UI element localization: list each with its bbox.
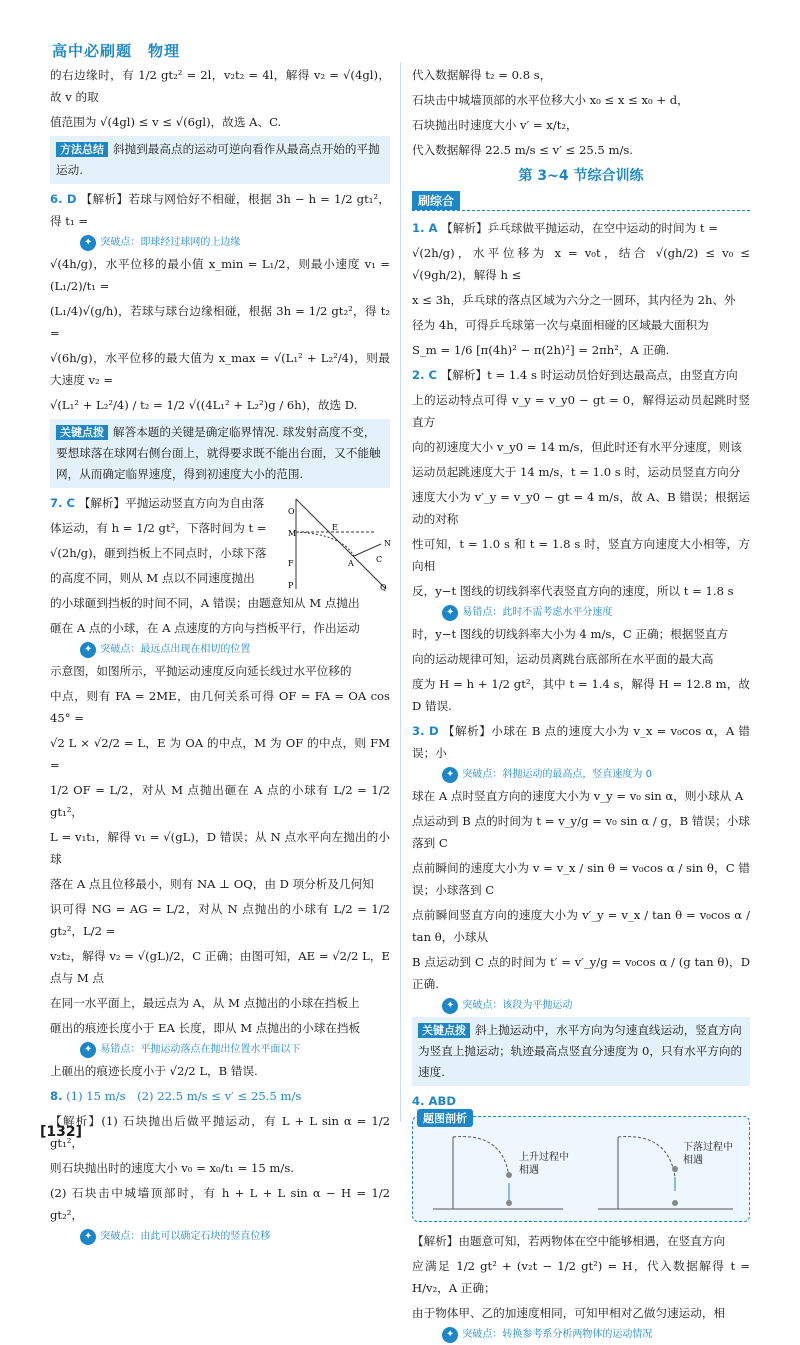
text-line: 反，y−t 图线的切线斜率代表竖直方向的速度，所以 t = 1.8 s <box>412 584 734 598</box>
text-line: 则石块抛出时的速度大小 v₀ = x₀/t₁ = 15 m/s. <box>50 1161 294 1175</box>
tip-label: 关键点拨 <box>418 1023 470 1038</box>
text-line: 砸在 A 点的小球，在 A 点速度的方向与挡板平行，作出运动 <box>50 621 360 635</box>
breakthrough-note <box>442 998 750 1014</box>
note-text: 突破点：最远点出现在相切的位置 <box>100 644 251 655</box>
text-line: 值范围为 √(4gl) ≤ v ≤ √(6gl)，故选 A、C. <box>50 115 282 129</box>
question-3 <box>412 720 750 764</box>
text-line: 砸出的痕迹长度小于 EA 长度，即从 M 点抛出的小球在挡板 <box>50 1021 361 1035</box>
tip-label: 关键点拨 <box>56 425 108 440</box>
svg-text:A: A <box>348 559 354 568</box>
text-line: 体运动，有 h = 1/2 gt²，下落时间为 t = <box>50 521 267 535</box>
right-column <box>412 64 750 1345</box>
text-line: 【解析】由题意可知，若两物体在空中能够相遇，在竖直方向 <box>412 1234 726 1248</box>
note-text: 突破点：该段为平抛运动 <box>462 1000 573 1011</box>
page-header: 高中必刷题 物理 <box>52 42 181 60</box>
text-line: √(L₁² + L₂²/4) / t₂ = 1/2 √((4L₁² + L₂²)g / 6h)，故选 D. <box>50 398 358 412</box>
note-icon: ✦ <box>80 642 96 658</box>
note-text: 突破点：由此可以确定石块的竖直位移 <box>100 1231 271 1242</box>
tip-text: 解答本题的关键是确定临界情况. 球发射高度不变，要想球落在球网右侧台面上，就得要求既不能出台面，又不能触网，从而确定临界速度，得到初速度大小的范围. <box>56 425 381 481</box>
question-number: 3. D <box>412 724 439 738</box>
svg-text:P: P <box>288 581 294 590</box>
error-prone-note <box>80 1042 390 1058</box>
text-line: 代入数据解得 t₂ = 0.8 s， <box>412 68 552 82</box>
text-line: √(4h/g)，水平位移的最小值 x_min = L₁/2，则最小速度 v₁ = (L₁/2)/t₁ = <box>50 257 390 293</box>
figure-analysis-box <box>412 1112 750 1222</box>
page-number: [132] <box>40 1124 83 1140</box>
text-line: 向的初速度大小 v_y0 = 14 m/s，但此时还有水平分速度，则该 <box>412 440 742 454</box>
text-line: 在同一水平面上，最远点为 A，从 M 点抛出的小球在挡板上 <box>50 996 360 1010</box>
text-line: L = v₁t₁，解得 v₁ = √(gL)，D 错误；从 N 点水平向左抛出的小球 <box>50 830 390 866</box>
note-icon: ✦ <box>442 767 458 783</box>
tip-label: 方法总结 <box>56 142 108 157</box>
note-text: 突破点：斜抛运动的最高点，竖直速度为 0 <box>462 769 652 780</box>
text-line: 径为 4h，可得乒乓球第一次与桌面相碰的区域最大面积为 <box>412 318 709 332</box>
projectile-diagram-figure <box>286 494 396 594</box>
svg-text:M: M <box>288 529 297 538</box>
question-1 <box>412 217 750 239</box>
text-line: 的高度不同，则从 M 点以不同速度抛出 <box>50 571 255 585</box>
svg-text:F: F <box>288 559 294 568</box>
text-line: 【解析】平抛运动竖直方向为自由落 <box>78 496 265 510</box>
text-line: 上砸出的痕迹长度小于 √2/2 L，B 错误. <box>50 1064 258 1078</box>
text-line: 的小球砸到挡板的时间不同，A 错误；由题意知从 M 点抛出 <box>50 596 360 610</box>
text-line: 1/2 OF = L/2，对从 M 点抛出砸在 A 点的小球有 L/2 = 1/2 gt₁²， <box>50 783 390 819</box>
breakthrough-note <box>442 1327 750 1343</box>
text-line: 的右边缘时，有 1/2 gt₂² = 2l，v₂t₂ = 4l，解得 v₂ = √(4gl)，故 v 的取 <box>50 68 390 104</box>
diagram-title: 题图剖析 <box>417 1109 473 1127</box>
text-line: 石块击中城墙顶部的水平位移大小 x₀ ≤ x ≤ x₀ + d， <box>412 93 689 107</box>
meeting-diagram-figure <box>413 1117 749 1221</box>
question-number: 1. A <box>412 221 438 235</box>
note-icon: ✦ <box>80 235 96 251</box>
text-line: 【解析】小球在 B 点的速度大小为 v_x = v₀cos α，A 错误；小 <box>412 724 750 760</box>
key-point-box <box>412 1017 750 1086</box>
method-summary-box <box>50 136 390 184</box>
text-line: S_m = 1/6 [π(4h)² − π(2h)²] = 2πh²，A 正确. <box>412 343 670 357</box>
text-line: 应满足 1/2 gt² + (v₂t − 1/2 gt²) = H，代入数据解得 t = H/v₂，A 正确； <box>412 1259 750 1295</box>
text-line: 点前瞬间的速度大小为 v = v_x / sin θ = v₀cos α / sin θ，C 错误；小球落到 C <box>412 861 750 897</box>
text-line: √(2h/g)，砸到挡板上不同点时，小球下落 <box>50 546 267 560</box>
text-line: 度为 H = h + 1/2 gt²，其中 t = 1.4 s，解得 H = 12.8 m，故 D 错误. <box>412 677 750 713</box>
note-icon: ✦ <box>80 1042 96 1058</box>
note-icon: ✦ <box>442 1327 458 1343</box>
svg-text:O: O <box>288 507 295 516</box>
note-text: 易错点：平抛运动落点在抛出位置水平面以下 <box>100 1044 301 1055</box>
text-line: (2) 石块击中城墙顶部时，有 h + L + L sin α − H = 1/2 gt₂²， <box>50 1186 390 1222</box>
text-line: 石块抛出时速度大小 v′ = x/t₂， <box>412 118 578 132</box>
text-line: √2 L × √2/2 = L，E 为 OA 的中点，M 为 OF 的中点，则 FM = <box>50 736 390 772</box>
svg-text:E: E <box>332 523 338 532</box>
error-prone-note <box>442 605 750 621</box>
text-line: 由于物体甲、乙的加速度相同，可知甲相对乙做匀速运动，相 <box>412 1306 726 1320</box>
text-line: 示意图，如图所示，平抛运动速度反向延长线过水平位移的 <box>50 664 352 678</box>
breakthrough-note <box>80 642 390 658</box>
text-line: 运动员起跳速度大于 14 m/s，t = 1.0 s 时，运动员竖直方向分 <box>412 465 741 479</box>
text-line: 中点，则有 FA = 2ME，由几何关系可得 OF = FA = OA cos 45° = <box>50 689 390 725</box>
text-line: x ≤ 3h，乒乓球的落点区域为六分之一圆环，其内径为 2h、外 <box>412 293 736 307</box>
text-line: B 点运动到 C 点的时间为 t′ = v′_y/g = v₀cos α / (g tan θ)，D 正确. <box>412 955 750 991</box>
text-line: 【解析】乒乓球做平抛运动，在空中运动的时间为 t = <box>441 221 718 235</box>
text-line: 球在 A 点时竖直方向的速度大小为 v_y = v₀ sin α，则小球从 A <box>412 789 744 803</box>
section-title: 第 3~4 节综合训练 <box>518 168 644 184</box>
svg-text:N: N <box>384 539 391 548</box>
text-line: 点运动到 B 点的时间为 t = v_y/g = v₀ sin α / g，B 错误；小球落到 C <box>412 814 750 850</box>
text-line: √(6h/g)，水平位移的最大值为 x_max = √(L₁² + L₂²/4)，则最大速度 v₂ = <box>50 351 390 387</box>
note-text: 易错点：此时不需考虑水平分速度 <box>462 607 613 618</box>
key-point-box <box>50 419 390 488</box>
text-line: (L₁/4)√(g/h)，若球与球台边缘相碰，根据 3h = 1/2 gt₂²，得 t₂ = <box>50 304 390 340</box>
text-line: 落在 A 点且位移最小，则有 NA ⊥ OQ，由 D 项分析及几何知 <box>50 877 374 891</box>
note-text: 突破点：转换参考系分析两物体的运动情况 <box>462 1329 653 1340</box>
question-number: 6. D <box>50 192 77 206</box>
diagram-label: 上升过程中相遇 <box>519 1152 569 1176</box>
svg-text:Q: Q <box>380 583 387 592</box>
tip-text: 斜抛到最高点的运动可逆向看作从最高点开始的平抛运动. <box>56 142 380 177</box>
text-line: 识可得 NG = AG = L/2，对从 N 点抛出的小球有 L/2 = 1/2 gt₂²，L/2 = <box>50 902 390 938</box>
section-tag-line <box>412 191 750 211</box>
text-line: 时，y−t 图线的切线斜率大小为 4 m/s，C 正确；根据竖直方 <box>412 627 729 641</box>
column-divider <box>400 62 401 1122</box>
question-number: 8. <box>50 1089 63 1103</box>
text-line: 【解析】t = 1.4 s 时运动员恰好到达最高点，由竖直方向 <box>440 368 738 382</box>
section-tag: 刷综合 <box>412 191 460 210</box>
question-number: 4. ABD <box>412 1094 456 1108</box>
question-number: 7. C <box>50 496 76 510</box>
text-line: 速度大小为 v′_y = v_y0 − gt = 4 m/s，故 A、B 错误；根据运动的对称 <box>412 490 750 526</box>
note-icon: ✦ <box>80 1229 96 1245</box>
text-line: 性可知，t = 1.0 s 和 t = 1.8 s 时，竖直方向速度大小相等，方向相 <box>412 537 750 573</box>
text-line: 上的运动特点可得 v_y = v_y0 − gt = 0，解得运动员起跳时竖直方 <box>412 393 750 429</box>
question-2 <box>412 364 750 386</box>
text-line: 【解析】若球与网恰好不相碰，根据 3h − h = 1/2 gt₁²，得 t₁ = <box>50 192 390 228</box>
text-line: v₂t₂，解得 v₂ = √(gL)/2，C 正确；由图可知，AE = √2/2 L，E 点与 M 点 <box>50 949 390 985</box>
text-line: 【解析】(1) 石块抛出后做平抛运动，有 L + L sin α = 1/2 gt₁²， <box>50 1114 390 1150</box>
note-text: 突破点：即球经过球网的上边缘 <box>100 237 241 248</box>
text-line: 向的运动规律可知，运动员离跳台底部所在水平面的最大高 <box>412 652 714 666</box>
svg-text:C: C <box>376 555 383 564</box>
left-column <box>50 64 390 1247</box>
breakthrough-note <box>80 1229 390 1245</box>
breakthrough-note <box>442 767 750 783</box>
question-6 <box>50 188 390 232</box>
note-icon: ✦ <box>442 605 458 621</box>
question-number: 2. C <box>412 368 438 382</box>
question-7 <box>50 492 391 592</box>
answer: (1) 15 m/s (2) 22.5 m/s ≤ v′ ≤ 25.5 m/s <box>66 1089 302 1103</box>
question-8 <box>50 1085 390 1107</box>
tip-text: 斜上抛运动中，水平方向为匀速直线运动，竖直方向为竖直上抛运动；轨迹最高点竖直分速度为 0，只有水平方向的速度. <box>418 1023 743 1079</box>
note-icon: ✦ <box>442 998 458 1014</box>
text-line: 代入数据解得 22.5 m/s ≤ v′ ≤ 25.5 m/s. <box>412 143 633 157</box>
breakthrough-note <box>80 235 390 251</box>
text-line: 点前瞬间竖直方向的速度大小为 v′_y = v_x / tan θ = v₀cos α / tan θ，小球从 <box>412 908 750 944</box>
diagram-label: 下落过程中相遇 <box>683 1142 733 1166</box>
text-line: √(2h/g)，水平位移为 x = v₀t，结合 √(gh/2) ≤ v₀ ≤ √(9gh/2)，解得 h ≤ <box>412 246 750 282</box>
